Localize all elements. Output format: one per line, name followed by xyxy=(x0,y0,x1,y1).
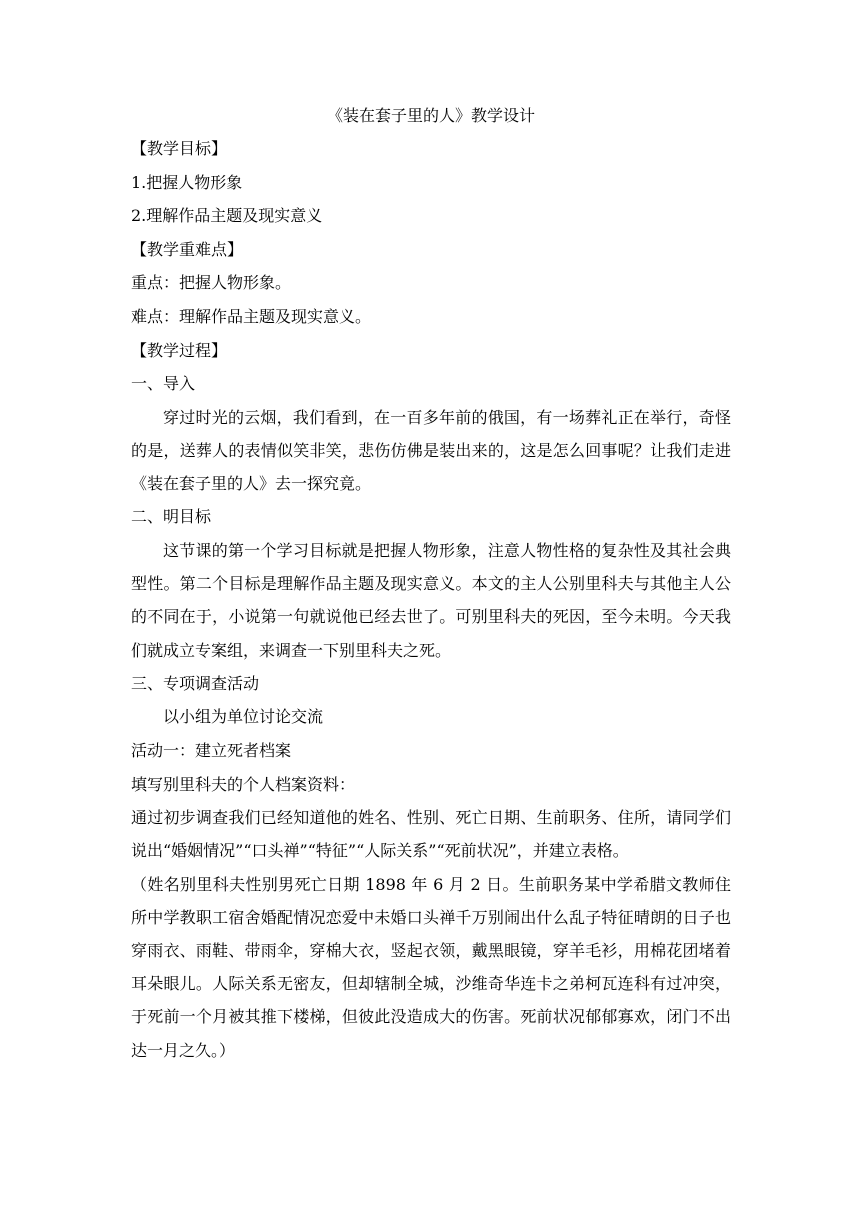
difficult-point: 难点：理解作品主题及现实意义。 xyxy=(131,306,372,326)
heading-key-points: 【教学重难点】 xyxy=(131,239,244,259)
section-1-title: 一、导入 xyxy=(131,374,196,394)
heading-teaching-goals: 【教学目标】 xyxy=(131,139,228,158)
section-3-paragraph: 以小组为单位讨论交流 xyxy=(163,707,324,727)
goal-item-2: 2.理解作品主题及现实意义 xyxy=(131,206,323,226)
activity-1-title: 活动一：建立死者档案 xyxy=(131,740,292,760)
section-1-paragraph: 穿过时光的云烟，我们看到，在一百多年前的俄国，有一场葬礼正在举行，奇怪的是，送葬人的表情似笑非笑，悲伤仿佛是装出来的，这是怎么回事呢？让我们走进《装在套子里的人》去一探究竟。 xyxy=(131,407,731,494)
activity-1-instruction: 通过初步调查我们已经知道他的姓名、性别、死亡日期、生前职务、住所，请同学们说出“婚姻情况”“口头禅”“特征”“人际关系”“死前状况”，并建立表格。 xyxy=(131,808,731,861)
goal-item-1: 1.把握人物形象 xyxy=(131,172,243,192)
section-3-title: 三、专项调查活动 xyxy=(131,673,260,693)
document-title: 《装在套子里的人》教学设计 xyxy=(326,106,535,125)
key-point: 重点：把握人物形象。 xyxy=(131,273,292,293)
activity-1-task: 填写别里科夫的个人档案资料： xyxy=(131,774,356,794)
activity-1-answer: （姓名别里科夫性别男死亡日期 1898 年 6 月 2 日。生前职务某中学希腊文教师住所中学教职工宿舍婚配情况恋爱中未婚口头禅千万别闹出什么乱子特征晴朗的日子也穿雨衣、雨鞋、带雨伞，穿棉大衣，竖起衣领，戴黑眼镜，穿羊毛衫，用棉花团堵着耳朵眼儿。人际关系无密友，但却辖制全城，沙维奇华连卡之弟柯瓦连科有过冲突，于死前一个月被其推下楼梯，但彼此没造成大的伤害。死前状况郁郁寡欢，闭门不出达一月之久。） xyxy=(131,874,731,1060)
heading-teaching-process: 【教学过程】 xyxy=(131,340,228,360)
section-2-paragraph: 这节课的第一个学习目标就是把握人物形象，注意人物性格的复杂性及其社会典型性。第二个目标是理解作品主题及现实意义。本文的主人公别里科夫与其他主人公的不同在于，小说第一句就说他已经去世了。可别里科夫的死因，至今未明。今天我们就成立专案组，来调查一下别里科夫之死。 xyxy=(131,540,731,660)
section-2-title: 二、明目标 xyxy=(131,507,212,527)
document-page xyxy=(131,100,731,1067)
